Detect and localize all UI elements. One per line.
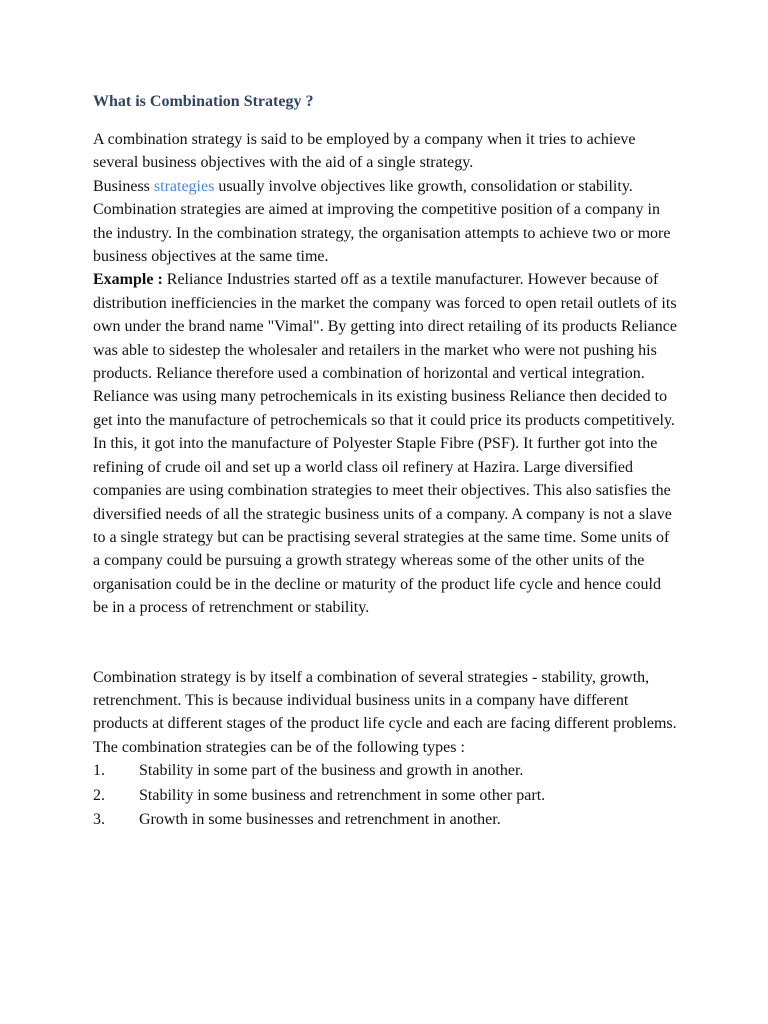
paragraph-combination-types: Combination strategy is by itself a combination of several strategies - stability, growth, retrenchment. This is because individual business units in a company have different products at different stages of the product life cycle and each are facing different problems. The combination strategies can be of the following types : xyxy=(93,668,677,756)
list-item xyxy=(93,784,678,809)
strategies-link[interactable]: strategies xyxy=(153,177,215,195)
types-list xyxy=(93,759,678,833)
list-item-text: Stability in some part of the business and growth in another. xyxy=(139,762,524,780)
spacer xyxy=(93,620,678,666)
paragraph-intro: A combination strategy is said to be employed by a company when it tries to achieve several business objectives with the aid of a single strategy. xyxy=(93,131,636,172)
paragraph-text: usually involve objectives like growth, consolidation or stability. Combination strategies are aimed at improving the competitive position of a company in the industry. In the combination strategy, the organisation attempts to achieve two or more business objectives at the same time. xyxy=(93,177,671,266)
list-item-number: 1. xyxy=(93,762,105,780)
document-title: What is Combination Strategy ? xyxy=(93,93,314,110)
list-item-text: Stability in some business and retrenchment in some other part. xyxy=(139,786,546,804)
example-label: Example : xyxy=(93,271,163,289)
list-item xyxy=(93,808,678,833)
list-item-number: 2. xyxy=(93,786,105,804)
paragraph-example xyxy=(93,268,678,619)
paragraph-text: Business xyxy=(93,177,154,195)
document-page xyxy=(93,90,678,833)
example-text: Reliance Industries started off as a textile manufacturer. However because of distribution inefficiencies in the market the company was forced to open retail outlets of its own under the brand name "Vimal". By getting into direct retailing of its products Reliance was able to sidestep the wholesaler and retailers in the market who were not pushing his products. Reliance therefore used a combination of horizontal and vertical integration. Reliance was using many petrochemicals in its existing business Reliance then decided to get into the manufacture of petrochemicals so that it could price its products competitively. In this, it got into the manufacture of Polyester Staple Fibre (PSF). It further got into the refining of crude oil and set up a world class oil refinery at Hazira. Large diversified companies are using combination strategies to meet their objectives. This also satisfies the diversified needs of all the strategic business units of a company. A company is not a slave to a single strategy but can be practising several strategies at the same time. Some units of a company could be pursuing a growth strategy whereas some of the other units of the organisation could be in the decline or maturity of the product life cycle and hence could be in a process of retrenchment or stability. xyxy=(93,271,677,617)
paragraph-business-strategies xyxy=(93,175,678,269)
list-item xyxy=(93,759,678,784)
list-item-text: Growth in some businesses and retrenchment in another. xyxy=(139,811,501,829)
list-item-number: 3. xyxy=(93,811,105,829)
